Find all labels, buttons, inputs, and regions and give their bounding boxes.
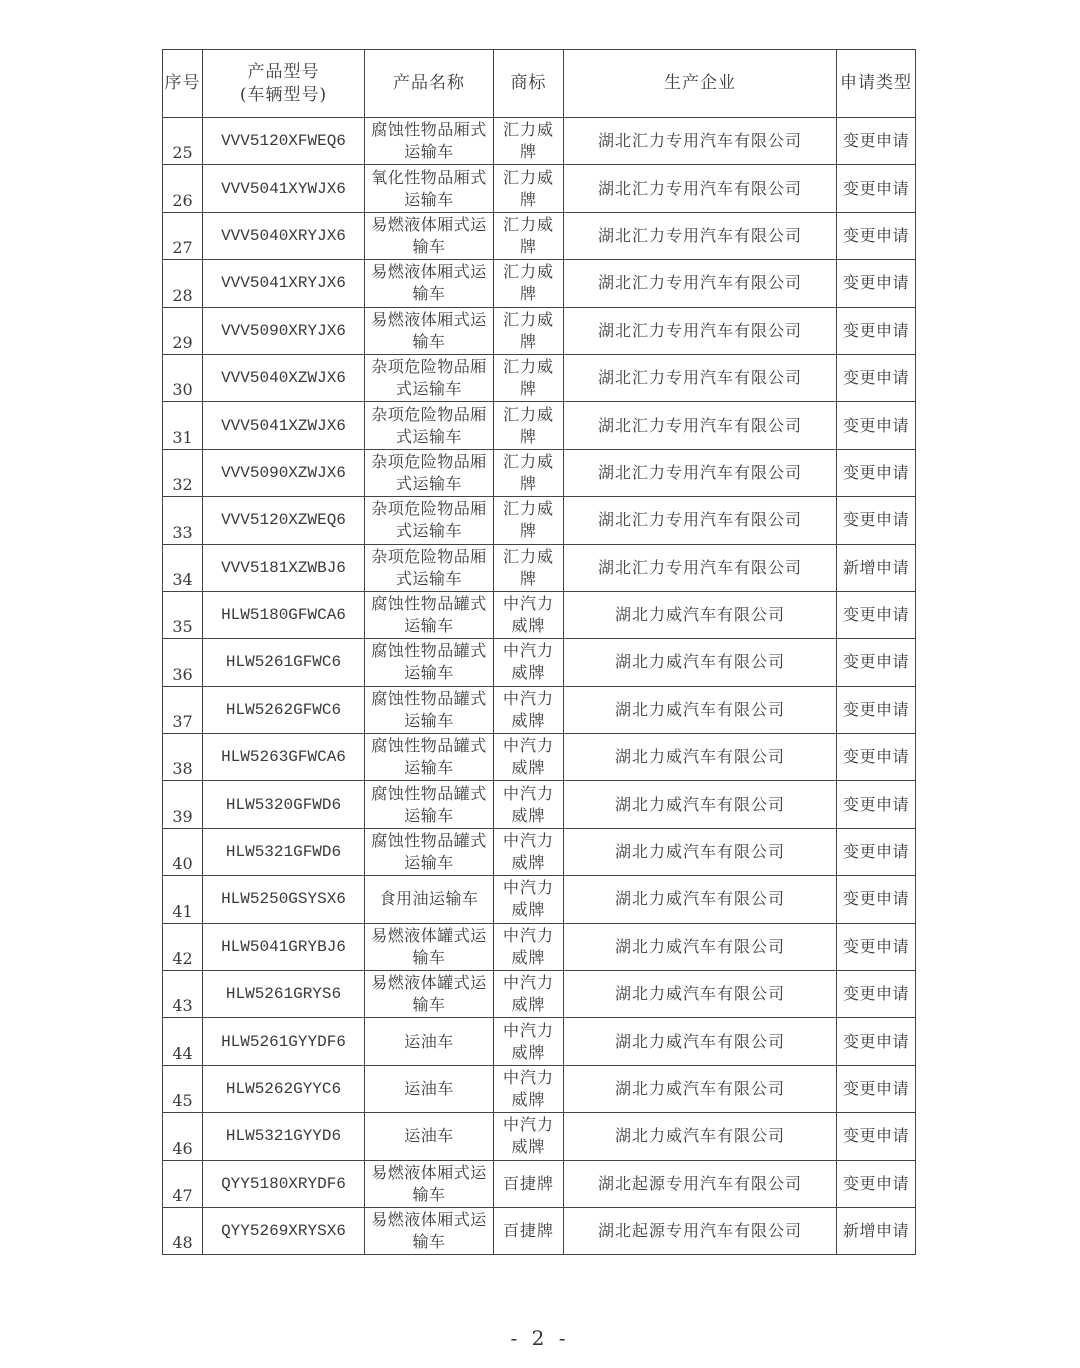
cell-model: VVV5120XFWEQ6: [203, 118, 365, 165]
cell-brand-text: 中汽力威牌: [502, 594, 554, 636]
cell-product-name: [365, 1160, 494, 1207]
cell-brand: [494, 449, 564, 496]
cell-product-name-text: 腐蚀性物品罐式运输车: [371, 831, 487, 873]
header-model-line2: (车辆型号): [239, 84, 328, 105]
cell-brand-text: 中汽力威牌: [502, 1020, 554, 1062]
cell-brand: [494, 260, 564, 307]
cell-model: HLW5262GYYC6: [203, 1065, 365, 1112]
cell-product-name: [365, 923, 494, 970]
cell-model: HLW5320GFWD6: [203, 781, 365, 828]
cell-company: 湖北起源专用汽车有限公司: [564, 1160, 837, 1207]
cell-application-type: 变更申请: [837, 1160, 916, 1207]
cell-application-type: 变更申请: [837, 307, 916, 354]
cell-seq: 34: [163, 544, 203, 591]
cell-brand: [494, 402, 564, 449]
cell-product-name: [365, 1065, 494, 1112]
cell-product-name: [365, 734, 494, 781]
table-row: [163, 686, 916, 733]
cell-product-name: [365, 828, 494, 875]
cell-seq: 28: [163, 260, 203, 307]
cell-application-type: 变更申请: [837, 876, 916, 923]
cell-model: HLW5180GFWCA6: [203, 591, 365, 638]
cell-product-name: [365, 971, 494, 1018]
cell-model: HLW5263GFWCA6: [203, 734, 365, 781]
cell-product-name: [365, 307, 494, 354]
cell-brand: [494, 1207, 564, 1254]
table-row: [163, 544, 916, 591]
cell-brand: [494, 828, 564, 875]
cell-brand: [494, 1065, 564, 1112]
cell-product-name-text: 运油车: [404, 1031, 454, 1051]
cell-brand-text: 中汽力威牌: [502, 1068, 554, 1109]
cell-model: VVV5120XZWEQ6: [203, 497, 365, 544]
table-row: [163, 449, 916, 496]
cell-brand: [494, 734, 564, 781]
table-row: [163, 118, 916, 165]
cell-brand-text: 汇力威牌: [502, 309, 554, 351]
cell-application-type: 变更申请: [837, 1018, 916, 1065]
cell-brand-text: 汇力威牌: [502, 404, 554, 446]
cell-product-name: [365, 118, 494, 165]
table-row: [163, 734, 916, 781]
cell-product-name-text: 腐蚀性物品罐式运输车: [371, 688, 487, 730]
cell-seq: 26: [163, 165, 203, 212]
cell-seq: 48: [163, 1207, 203, 1254]
cell-product-name-text: 易燃液体厢式运输车: [371, 262, 487, 304]
cell-model: QYY5180XRYDF6: [203, 1160, 365, 1207]
table-row: [163, 1018, 916, 1065]
header-model-line1: 产品型号: [247, 61, 320, 82]
cell-application-type: 变更申请: [837, 1065, 916, 1112]
cell-model: HLW5321GFWD6: [203, 828, 365, 875]
table-row: [163, 1207, 916, 1254]
cell-product-name: [365, 260, 494, 307]
cell-model: HLW5262GFWC6: [203, 686, 365, 733]
cell-application-type: 新增申请: [837, 544, 916, 591]
cell-brand-text: 汇力威牌: [502, 499, 554, 541]
header-company: 生产企业: [564, 50, 837, 118]
cell-model: VVV5090XZWJX6: [203, 449, 365, 496]
cell-application-type: 变更申请: [837, 118, 916, 165]
cell-product-name: [365, 591, 494, 638]
cell-seq: 33: [163, 497, 203, 544]
table-row: [163, 781, 916, 828]
cell-brand-text: 中汽力威牌: [502, 783, 554, 825]
table-row: [163, 828, 916, 875]
table-row: [163, 1065, 916, 1112]
cell-company: 湖北力威汽车有限公司: [564, 781, 837, 828]
vehicle-product-table: [162, 49, 916, 1255]
cell-application-type: 变更申请: [837, 639, 916, 686]
cell-brand-text: 中汽力威牌: [502, 973, 554, 1015]
cell-application-type: 变更申请: [837, 781, 916, 828]
cell-product-name-text: 易燃液体厢式运输车: [371, 1210, 487, 1252]
cell-seq: 29: [163, 307, 203, 354]
table-header-row: [163, 50, 916, 118]
cell-brand: [494, 544, 564, 591]
cell-product-name-text: 运油车: [404, 1079, 454, 1098]
cell-company: 湖北力威汽车有限公司: [564, 639, 837, 686]
cell-company: 湖北力威汽车有限公司: [564, 923, 837, 970]
cell-product-name-text: 易燃液体厢式运输车: [371, 214, 487, 256]
cell-product-name-text: 腐蚀性物品厢式运输车: [371, 120, 487, 162]
cell-company: 湖北起源专用汽车有限公司: [564, 1207, 837, 1254]
cell-brand-text: 中汽力威牌: [502, 831, 554, 873]
header-brand: 商标: [494, 50, 564, 118]
cell-seq: 32: [163, 449, 203, 496]
cell-model: VVV5041XRYJX6: [203, 260, 365, 307]
header-seq: 序号: [163, 50, 203, 118]
cell-seq: 44: [163, 1018, 203, 1065]
cell-brand-text: 百捷牌: [502, 1221, 554, 1241]
cell-brand: [494, 686, 564, 733]
cell-product-name-text: 腐蚀性物品罐式运输车: [371, 783, 487, 825]
cell-product-name-text: 腐蚀性物品罐式运输车: [371, 736, 487, 778]
cell-seq: 42: [163, 923, 203, 970]
cell-brand: [494, 307, 564, 354]
cell-brand-text: 汇力威牌: [502, 546, 554, 588]
cell-brand: [494, 1160, 564, 1207]
cell-model: VVV5040XZWJX6: [203, 354, 365, 401]
cell-company: 湖北力威汽车有限公司: [564, 734, 837, 781]
cell-seq: 35: [163, 591, 203, 638]
cell-product-name: [365, 449, 494, 496]
cell-company: 湖北汇力专用汽车有限公司: [564, 118, 837, 165]
cell-brand-text: 中汽力威牌: [502, 1115, 554, 1157]
table-body: [163, 118, 916, 1255]
cell-company: 湖北力威汽车有限公司: [564, 591, 837, 638]
cell-seq: 27: [163, 212, 203, 259]
cell-product-name-text: 腐蚀性物品罐式运输车: [371, 594, 487, 636]
cell-model: VVV5041XZWJX6: [203, 402, 365, 449]
cell-seq: 25: [163, 118, 203, 165]
cell-product-name: [365, 497, 494, 544]
cell-model: HLW5261GYYDF6: [203, 1018, 365, 1065]
table-row: [163, 1113, 916, 1160]
cell-brand: [494, 971, 564, 1018]
cell-product-name-text: 氧化性物品厢式运输车: [371, 167, 487, 209]
cell-product-name: [365, 1113, 494, 1160]
cell-model: HLW5261GRYS6: [203, 971, 365, 1018]
table-row: [163, 212, 916, 259]
cell-product-name: [365, 165, 494, 212]
cell-product-name-text: 食用油运输车: [379, 889, 479, 909]
cell-brand: [494, 354, 564, 401]
cell-brand-text: 汇力威牌: [502, 214, 554, 256]
cell-model: VVV5181XZWBJ6: [203, 544, 365, 591]
cell-brand-text: 中汽力威牌: [502, 736, 554, 778]
cell-product-name: [365, 876, 494, 923]
cell-company: 湖北力威汽车有限公司: [564, 971, 837, 1018]
cell-product-name-text: 杂项危险物品厢式运输车: [371, 404, 487, 446]
cell-brand: [494, 781, 564, 828]
cell-product-name: [365, 686, 494, 733]
cell-seq: 46: [163, 1113, 203, 1160]
table-row: [163, 307, 916, 354]
cell-company: 湖北力威汽车有限公司: [564, 876, 837, 923]
cell-product-name-text: 腐蚀性物品罐式运输车: [371, 641, 487, 683]
cell-seq: 39: [163, 781, 203, 828]
cell-product-name: [365, 781, 494, 828]
cell-brand: [494, 923, 564, 970]
cell-model: HLW5321GYYD6: [203, 1113, 365, 1160]
cell-application-type: 变更申请: [837, 212, 916, 259]
cell-brand: [494, 591, 564, 638]
table-row: [163, 402, 916, 449]
cell-application-type: 变更申请: [837, 686, 916, 733]
cell-application-type: 变更申请: [837, 971, 916, 1018]
cell-brand: [494, 876, 564, 923]
cell-application-type: 变更申请: [837, 734, 916, 781]
cell-product-name-text: 易燃液体厢式运输车: [371, 309, 487, 351]
cell-company: 湖北汇力专用汽车有限公司: [564, 307, 837, 354]
cell-product-name-text: 杂项危险物品厢式运输车: [371, 546, 487, 588]
cell-brand-text: 中汽力威牌: [502, 925, 554, 967]
cell-seq: 45: [163, 1065, 203, 1112]
cell-company: 湖北汇力专用汽车有限公司: [564, 260, 837, 307]
cell-brand-text: 汇力威牌: [502, 262, 554, 304]
cell-seq: 47: [163, 1160, 203, 1207]
cell-application-type: 变更申请: [837, 402, 916, 449]
header-type: 申请类型: [837, 50, 916, 118]
table-row: [163, 639, 916, 686]
header-model: [203, 50, 365, 118]
cell-application-type: 变更申请: [837, 354, 916, 401]
cell-seq: 37: [163, 686, 203, 733]
cell-product-name-text: 杂项危险物品厢式运输车: [371, 357, 487, 399]
cell-company: 湖北汇力专用汽车有限公司: [564, 402, 837, 449]
table-row: [163, 497, 916, 544]
cell-brand-text: 汇力威牌: [502, 451, 554, 493]
cell-product-name-text: 杂项危险物品厢式运输车: [371, 499, 487, 541]
cell-company: 湖北力威汽车有限公司: [564, 1113, 837, 1160]
cell-company: 湖北汇力专用汽车有限公司: [564, 212, 837, 259]
cell-seq: 41: [163, 876, 203, 923]
cell-brand: [494, 118, 564, 165]
cell-brand-text: 汇力威牌: [502, 167, 554, 209]
table-row: [163, 876, 916, 923]
cell-brand: [494, 639, 564, 686]
cell-company: 湖北汇力专用汽车有限公司: [564, 449, 837, 496]
cell-product-name-text: 易燃液体罐式运输车: [371, 925, 487, 967]
table-row: [163, 260, 916, 307]
cell-company: 湖北汇力专用汽车有限公司: [564, 497, 837, 544]
cell-model: VVV5041XYWJX6: [203, 165, 365, 212]
cell-company: 湖北力威汽车有限公司: [564, 1018, 837, 1065]
cell-model: VVV5040XRYJX6: [203, 212, 365, 259]
cell-company: 湖北力威汽车有限公司: [564, 1065, 837, 1112]
cell-brand: [494, 212, 564, 259]
table-row: [163, 165, 916, 212]
cell-application-type: 变更申请: [837, 828, 916, 875]
cell-brand-text: 汇力威牌: [502, 357, 554, 399]
cell-product-name: [365, 354, 494, 401]
table-row: [163, 971, 916, 1018]
cell-model: HLW5250GSYSX6: [203, 876, 365, 923]
cell-company: 湖北力威汽车有限公司: [564, 686, 837, 733]
cell-product-name-text: 易燃液体罐式运输车: [371, 973, 487, 1015]
page-number: - 2 -: [510, 1326, 570, 1350]
cell-model: QYY5269XRYSX6: [203, 1207, 365, 1254]
table-row: [163, 591, 916, 638]
cell-model: VVV5090XRYJX6: [203, 307, 365, 354]
cell-seq: 43: [163, 971, 203, 1018]
cell-seq: 40: [163, 828, 203, 875]
cell-brand-text: 汇力威牌: [502, 120, 554, 162]
cell-application-type: 变更申请: [837, 165, 916, 212]
cell-product-name: [365, 544, 494, 591]
cell-model: HLW5041GRYBJ6: [203, 923, 365, 970]
cell-seq: 30: [163, 354, 203, 401]
cell-application-type: 变更申请: [837, 1113, 916, 1160]
cell-application-type: 变更申请: [837, 923, 916, 970]
table-row: [163, 923, 916, 970]
cell-brand: [494, 497, 564, 544]
cell-brand-text: 中汽力威牌: [502, 641, 554, 683]
cell-model: HLW5261GFWC6: [203, 639, 365, 686]
table-row: [163, 354, 916, 401]
cell-brand: [494, 1018, 564, 1065]
cell-company: 湖北汇力专用汽车有限公司: [564, 354, 837, 401]
cell-application-type: 新增申请: [837, 1207, 916, 1254]
cell-seq: 36: [163, 639, 203, 686]
table-row: [163, 1160, 916, 1207]
cell-product-name: [365, 1207, 494, 1254]
cell-brand-text: 中汽力威牌: [502, 688, 554, 730]
cell-application-type: 变更申请: [837, 497, 916, 544]
cell-seq: 31: [163, 402, 203, 449]
cell-application-type: 变更申请: [837, 449, 916, 496]
cell-application-type: 变更申请: [837, 591, 916, 638]
cell-application-type: 变更申请: [837, 260, 916, 307]
cell-product-name: [365, 1018, 494, 1065]
cell-company: 湖北力威汽车有限公司: [564, 828, 837, 875]
cell-seq: 38: [163, 734, 203, 781]
header-name: 产品名称: [365, 50, 494, 118]
cell-brand: [494, 1113, 564, 1160]
cell-company: 湖北汇力专用汽车有限公司: [564, 544, 837, 591]
cell-company: 湖北汇力专用汽车有限公司: [564, 165, 837, 212]
cell-brand-text: 中汽力威牌: [502, 878, 554, 920]
cell-product-name-text: 杂项危险物品厢式运输车: [371, 451, 487, 493]
cell-product-name: [365, 639, 494, 686]
cell-product-name-text: 运油车: [404, 1126, 454, 1146]
cell-brand-text: 百捷牌: [502, 1173, 554, 1193]
cell-product-name: [365, 212, 494, 259]
cell-product-name-text: 易燃液体厢式运输车: [371, 1162, 487, 1204]
cell-product-name: [365, 402, 494, 449]
cell-brand: [494, 165, 564, 212]
